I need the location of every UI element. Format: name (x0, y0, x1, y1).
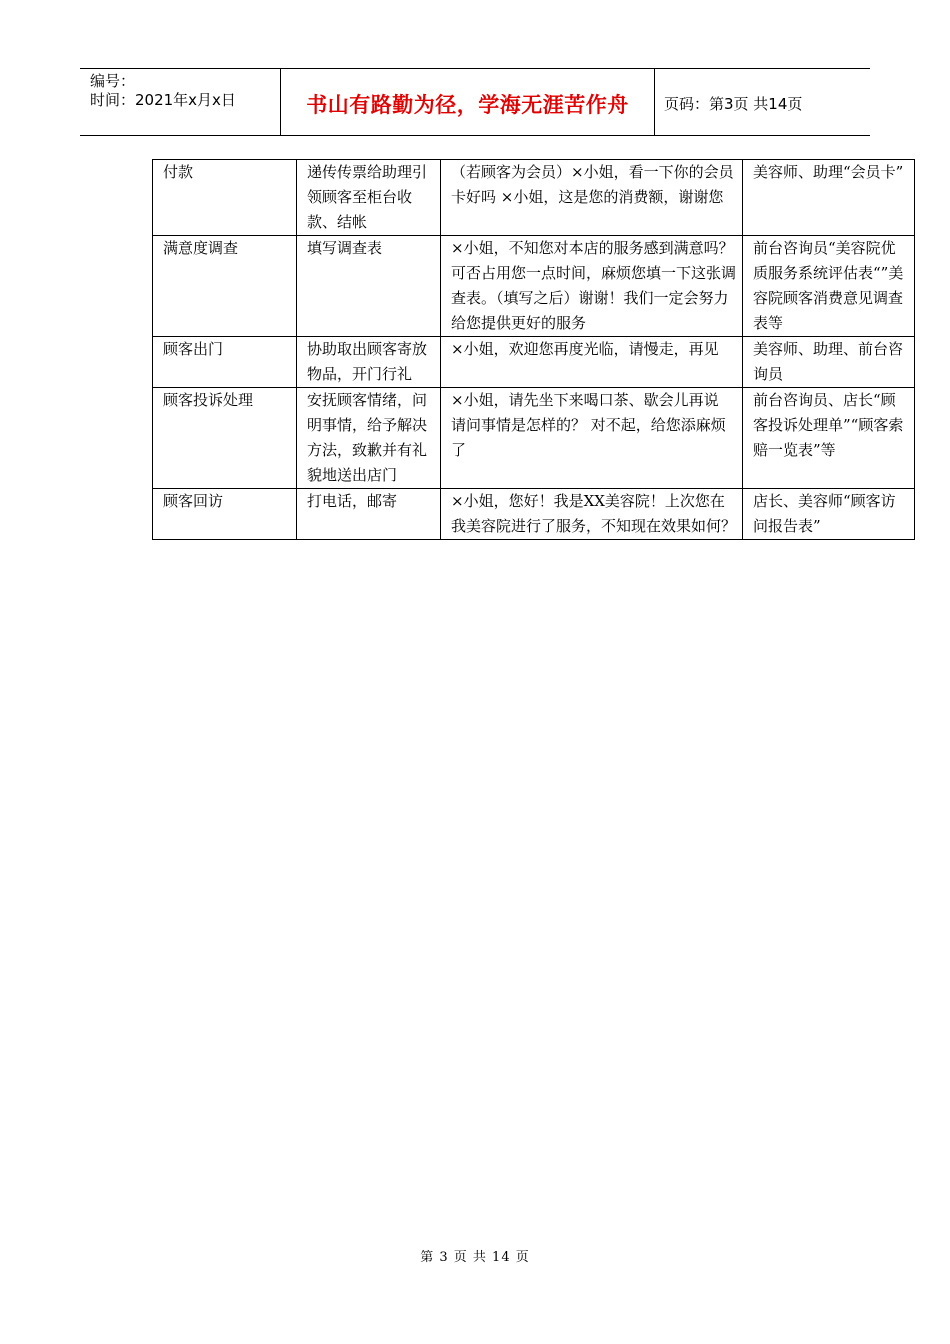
table-cell-step: 顾客投诉处理 (153, 388, 297, 489)
table-cell-action: 安抚顾客情绪，问明事情，给予解决方法，致歉并有礼貌地送出店门 (297, 388, 441, 489)
table-row (153, 489, 915, 540)
table-cell-step: 顾客回访 (153, 489, 297, 540)
table-cell-step: 付款 (153, 160, 297, 236)
table-cell-staff: 店长、美容师“顾客访问报告表” (743, 489, 915, 540)
table-row (153, 337, 915, 388)
table-cell-action: 打电话，邮寄 (297, 489, 441, 540)
page-header (80, 68, 870, 136)
document-date: 时间：2021年x月x日 (90, 91, 236, 109)
table-cell-staff: 美容师、助理“会员卡” (743, 160, 915, 236)
header-motto: 书山有路勤为径，学海无涯苦作舟 (281, 69, 655, 135)
service-procedure-table (152, 159, 915, 540)
table-cell-staff: 美容师、助理、前台咨询员 (743, 337, 915, 388)
table-cell-script: ×小姐，请先坐下来喝口茶、歇会儿再说 请问事情是怎样的？ 对不起，给您添麻烦了 (441, 388, 743, 489)
table-cell-script: ×小姐，不知您对本店的服务感到满意吗？ 可否占用您一点时间，麻烦您填一下这张调查表。（填写之后）谢谢！我们一定会努力给您提供更好的服务 (441, 236, 743, 337)
table-cell-action: 填写调查表 (297, 236, 441, 337)
table-cell-action: 递传传票给助理引领顾客至柜台收款、结帐 (297, 160, 441, 236)
table-cell-script: ×小姐，您好！我是XX美容院！上次您在我美容院进行了服务，不知现在效果如何？ (441, 489, 743, 540)
table-cell-step: 顾客出门 (153, 337, 297, 388)
table-row (153, 236, 915, 337)
header-meta (80, 69, 281, 135)
header-page-info: 页码：第3页 共14页 (664, 94, 803, 113)
table-row (153, 160, 915, 236)
table-cell-script: ×小姐，欢迎您再度光临，请慢走，再见 (441, 337, 743, 388)
table-cell-action: 协助取出顾客寄放物品，开门行礼 (297, 337, 441, 388)
table-row (153, 388, 915, 489)
table-cell-script: （若顾客为会员）×小姐，看一下你的会员卡好吗 ×小姐，这是您的消费额，谢谢您 (441, 160, 743, 236)
page-footer: 第 3 页 共 14 页 (420, 1250, 530, 1265)
table-cell-staff: 前台咨询员“美容院优质服务系统评估表“”美容院顾客消费意见调查表等 (743, 236, 915, 337)
document-number-label: 编号： (90, 72, 136, 90)
table-cell-step: 满意度调查 (153, 236, 297, 337)
table-cell-staff: 前台咨询员、店长“顾客投诉处理单”“顾客索赔一览表”等 (743, 388, 915, 489)
